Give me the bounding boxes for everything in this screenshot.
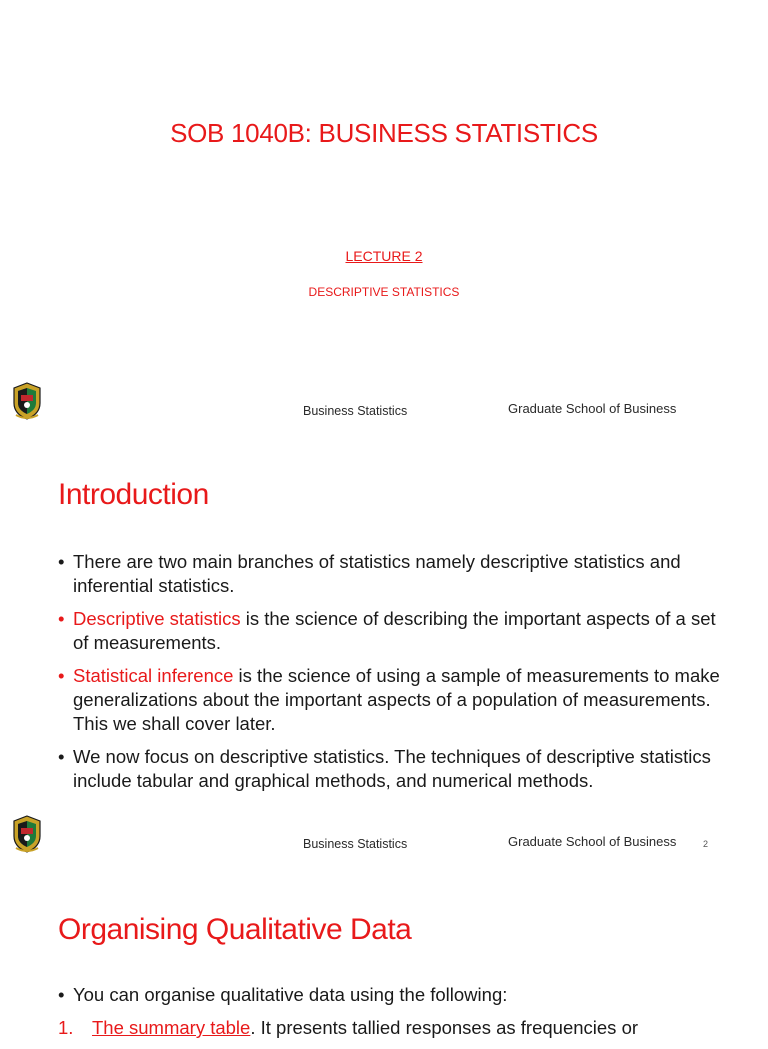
bullet-icon: •: [58, 551, 65, 572]
bullet-icon: •: [58, 984, 65, 1005]
bullet-text: There are two main branches of statistics namely descriptive statistics and inferential statistics.: [73, 551, 681, 596]
numbered-item: [58, 1016, 726, 1040]
bullet-text: is the science of using a sample of measurements to make generalizations about the important aspects of a population of measurements. This we shall cover later.: [73, 665, 720, 734]
bullet-item: [58, 664, 726, 736]
numbered-highlight: The summary table: [92, 1017, 251, 1038]
bullet-highlight: Descriptive statistics: [73, 608, 241, 629]
bullet-item: [58, 607, 726, 655]
bullet-item: [58, 745, 726, 793]
footer-school: Graduate School of Business: [508, 401, 677, 416]
slide-heading: Organising Qualitative Data: [58, 913, 412, 946]
bullet-list: [58, 983, 726, 1049]
bullet-text: is the science of describing the important aspects of a set of measurements.: [73, 608, 716, 653]
bullet-item: [58, 983, 726, 1007]
item-number: 1.: [58, 1017, 74, 1038]
page-number: 2: [703, 839, 709, 849]
introduction-slide: [0, 433, 768, 866]
footer-course: Business Statistics: [303, 837, 408, 851]
lecture-label: LECTURE 2: [345, 248, 423, 264]
bullet-item: [58, 550, 726, 598]
organising-qualitative-data-slide: [0, 866, 768, 1038]
bullet-icon: •: [58, 665, 65, 686]
bullet-icon: •: [58, 608, 65, 629]
footer-course: Business Statistics: [303, 404, 408, 418]
bullet-highlight: Statistical inference: [73, 665, 234, 686]
lecture-topic: DESCRIPTIVE STATISTICS: [308, 285, 460, 299]
bullet-icon: •: [58, 746, 65, 767]
footer-school: Graduate School of Business: [508, 834, 677, 849]
bullet-list: [58, 550, 726, 802]
bullet-text: We now focus on descriptive statistics. The techniques of descriptive statistics include tabular and graphical methods, and numerical methods.: [73, 746, 711, 791]
title-slide: [0, 0, 768, 433]
crest-icon: [10, 814, 44, 854]
bullet-text: You can organise qualitative data using the following:: [73, 984, 508, 1005]
crest-icon: [10, 381, 44, 421]
slide-heading: Introduction: [58, 478, 209, 511]
numbered-text: . It presents tallied responses as frequencies or: [250, 1017, 639, 1038]
deck-title: SOB 1040B: BUSINESS STATISTICS: [170, 118, 598, 148]
